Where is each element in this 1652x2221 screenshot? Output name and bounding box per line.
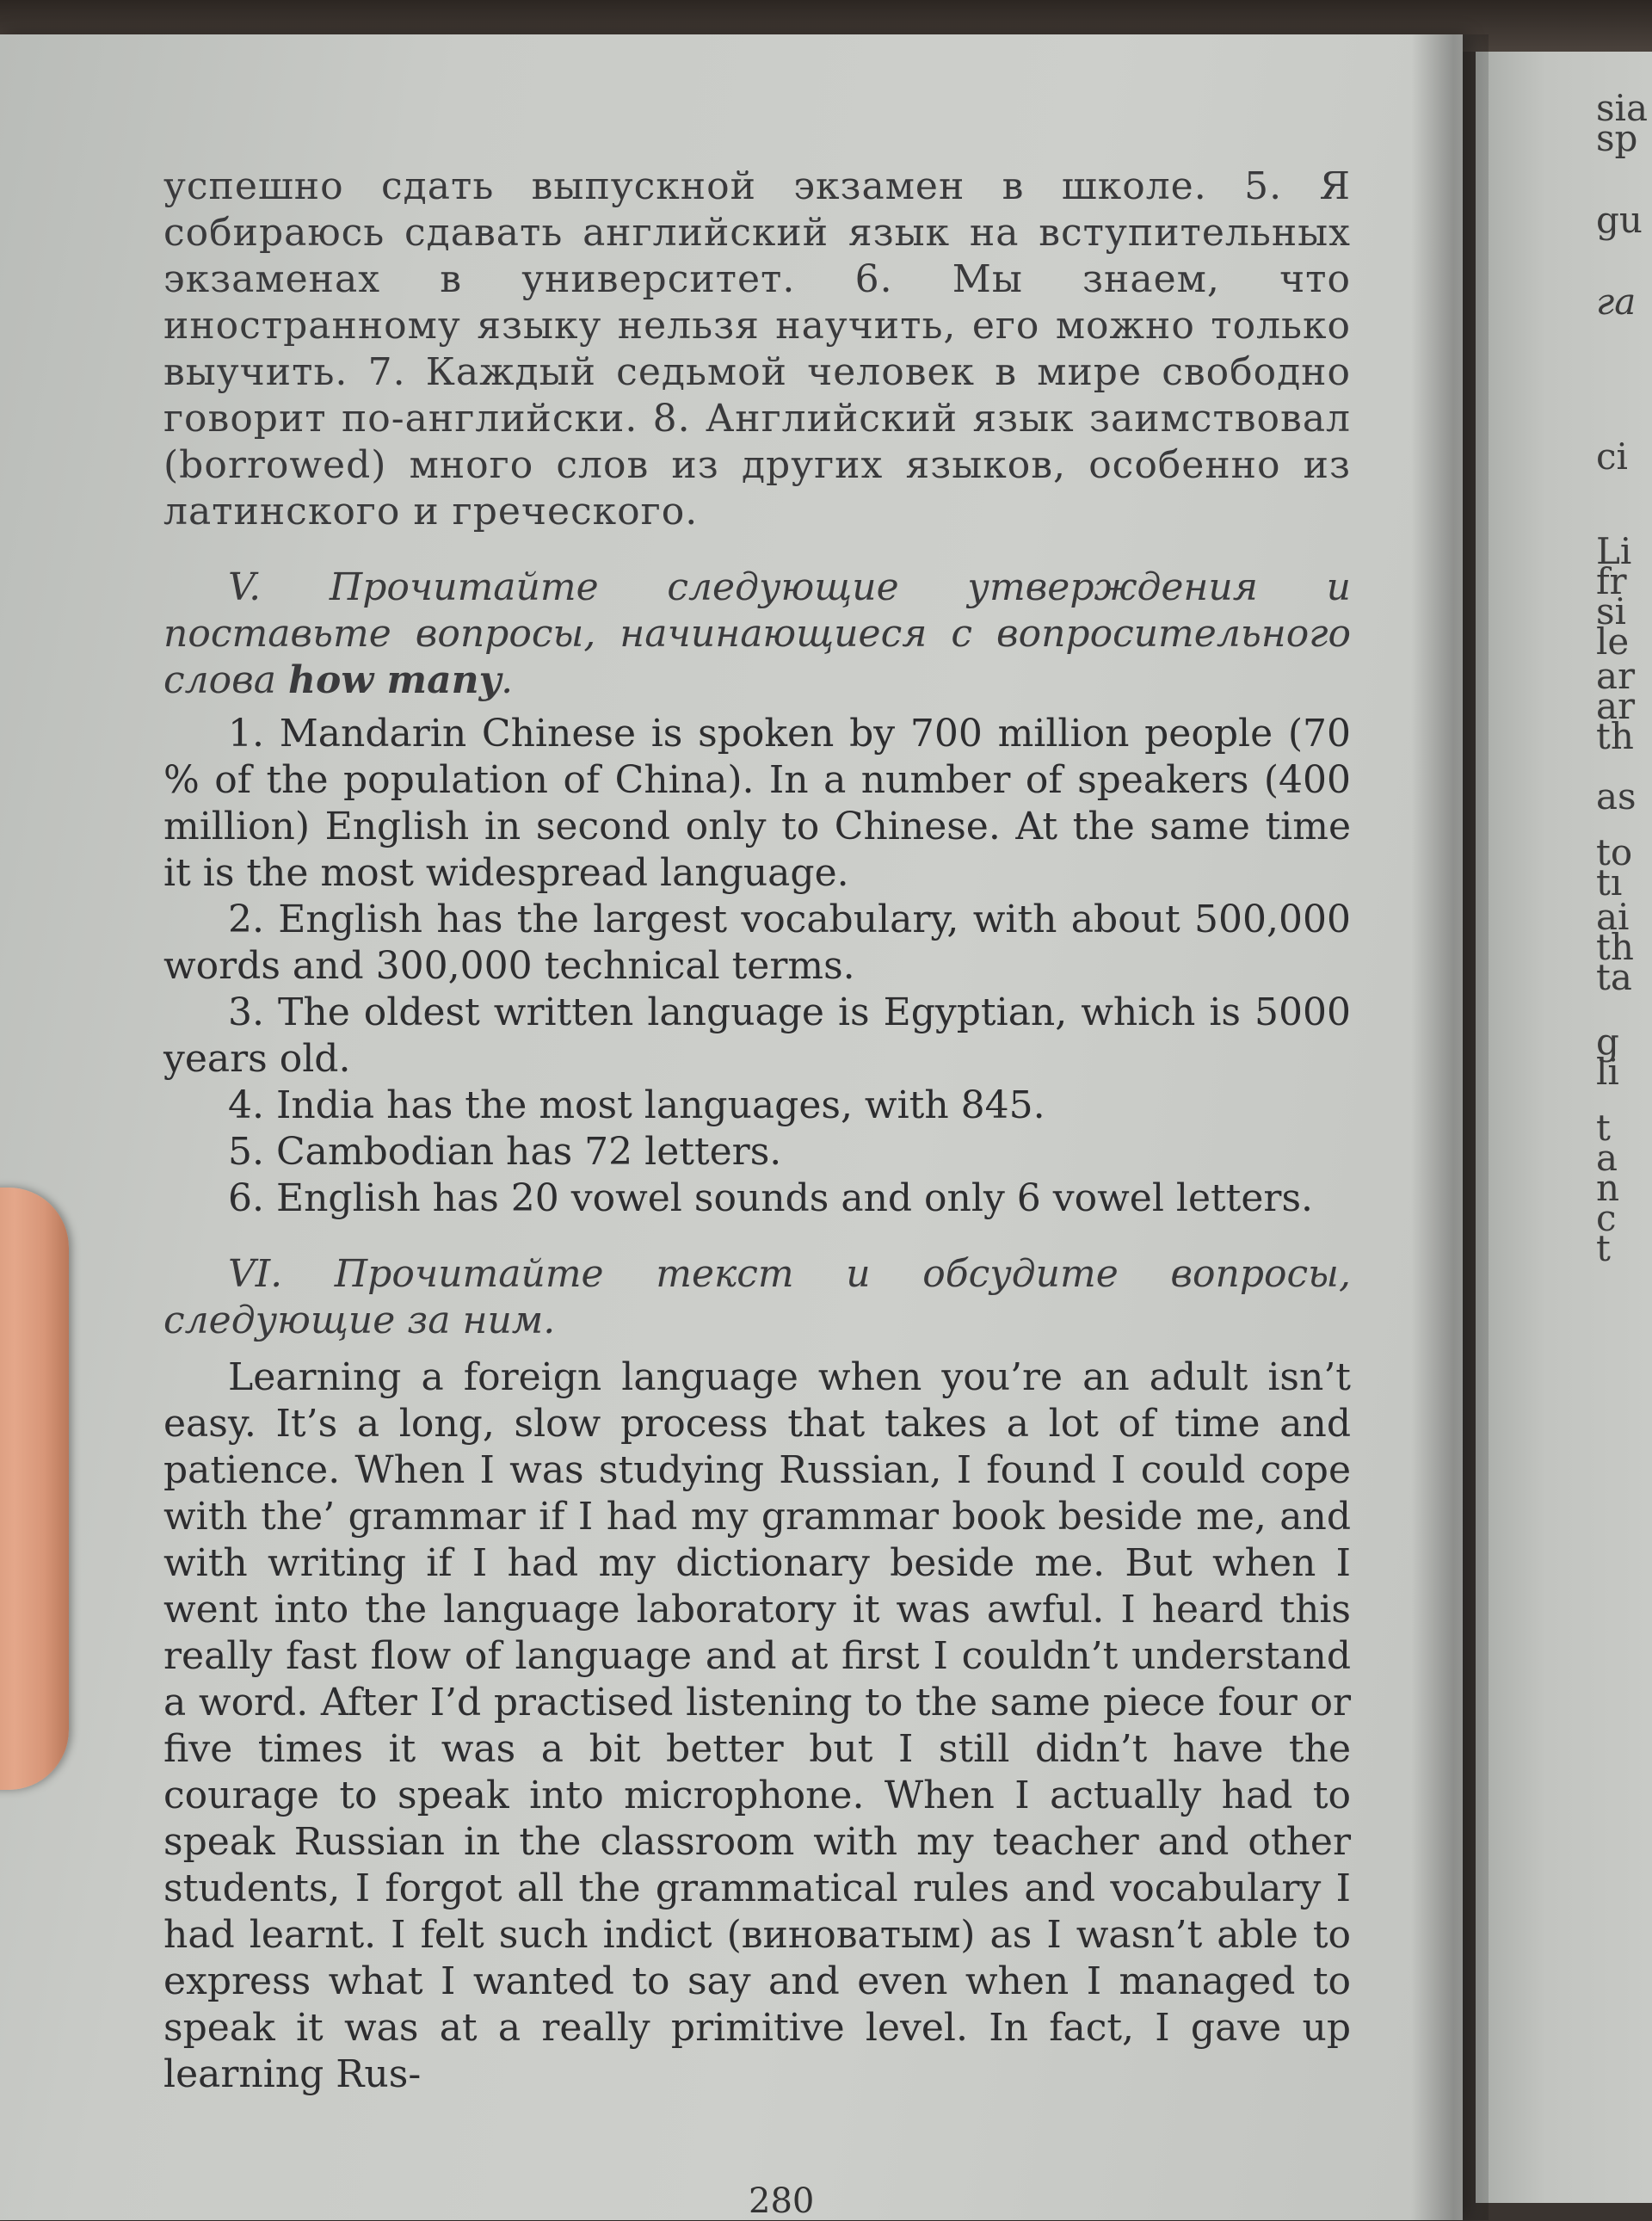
- facing-page-fragment: g: [1596, 1021, 1619, 1063]
- facing-page-fragment: c: [1596, 1197, 1617, 1239]
- list-item: 4. India has the most languages, with 845.: [228, 1083, 1045, 1127]
- facing-page-fragment: to: [1596, 831, 1633, 873]
- facing-page-fragment: n: [1596, 1167, 1620, 1209]
- facing-page-fragment: th: [1596, 715, 1634, 757]
- facing-page-fragment: gu: [1596, 199, 1643, 241]
- facing-page-fragment: t: [1596, 1227, 1611, 1269]
- list-item: 1. Mandarin Chinese is spoken by 700 million people (70 % of the population of China). In a number of speakers (400 million) English in second only to Chinese. At the same time it is the most widespread language.: [163, 712, 1351, 895]
- facing-page-fragment: t: [1596, 1107, 1611, 1149]
- facing-page: [1476, 52, 1652, 2203]
- facing-page-fragment: li: [1596, 1051, 1619, 1093]
- facing-page-fragment: ta: [1596, 956, 1632, 998]
- facing-page-fragment: га: [1596, 281, 1637, 323]
- exercise-v-keyword: how many: [288, 658, 502, 702]
- facing-page-fragment: ci: [1596, 435, 1628, 478]
- facing-page-fragment: a: [1596, 1137, 1618, 1179]
- list-item: 3. The oldest written language is Egyptian, which is 5000 years old.: [163, 990, 1351, 1081]
- exercise-v-heading: V. Прочитайте следующие утверждения и поставьте вопросы, начинающиеся с вопросительного слова how many.: [163, 565, 1351, 702]
- list-item: 5. Cambodian has 72 letters.: [228, 1130, 782, 1174]
- facing-page-fragment: th: [1596, 926, 1634, 968]
- finger-holding-page: [0, 1188, 69, 1790]
- facing-page-fragment: le: [1596, 620, 1630, 663]
- facing-page-fragment: as: [1596, 775, 1637, 817]
- facing-page-fragment: Li: [1596, 530, 1632, 572]
- facing-page-fragment: ai: [1596, 896, 1630, 938]
- exercise-v-list: [163, 711, 1351, 1222]
- facing-page-fragment: tı: [1596, 861, 1623, 904]
- exercise-v-instruction: V. Прочитайте следующие утверждения и поставьте вопросы, начинающиеся с вопросительного слова: [163, 565, 1351, 702]
- exercise-vi-heading: VI. Прочитайте текст и обсудите вопросы, следующие за ним.: [163, 1252, 1351, 1342]
- facing-page-fragment: ar: [1596, 655, 1636, 697]
- page-number: 280: [749, 2181, 815, 2221]
- list-item: 2. English has the largest vocabulary, with about 500,000 words and 300,000 technical terms.: [163, 898, 1351, 988]
- facing-page-fragment: fr: [1596, 560, 1627, 602]
- facing-page-fragment: si: [1596, 590, 1626, 632]
- exercise-vi-text: Learning a foreign language when you’re an adult isn’t easy. It’s a long, slow process that takes a lot of time and patience. When I was studying Russian, I found I could cope with the’ grammar if I had my grammar book beside me, and with writing if I had my dictionary beside me. But when I went into the language laboratory it was awful. I heard this really fast flow of language and at first I couldn’t understand a word. After I’d practised listening to the same piece four or five times it was a bit better but I still didn’t have the courage to speak into microphone. When I actually had to speak Russian in the classroom with my teacher and other students, I forgot all the grammatical rules and vocabulary I had learnt. I felt such indict (виноватым) as I wasn’t able to express what I wanted to say and even when I managed to speak it was at a really primitive level. In fact, I gave up learning Rus-: [163, 1355, 1351, 2096]
- facing-page-fragment: sia: [1596, 87, 1649, 129]
- facing-page-fragment: ar: [1596, 685, 1636, 727]
- top-paragraph: успешно сдать выпускной экзамен в школе. 5. Я собираюсь сдавать английский язык на вступительных экзаменах в университет. 6. Мы знаем, что иностранному языку нельзя научить, его можно только выучить. 7. Каждый седьмой человек в мире свободно говорит по-английски. 8. Английский язык заимствовал (borrowed) много слов из других языков, особенно из латинского и греческого.: [163, 164, 1351, 534]
- page-text: [163, 163, 1351, 2098]
- book-gutter-shadow: [1411, 34, 1489, 2220]
- list-item: 6. English has 20 vowel sounds and only 6 vowel letters.: [228, 1176, 1314, 1220]
- facing-page-fragment: sp: [1596, 117, 1638, 159]
